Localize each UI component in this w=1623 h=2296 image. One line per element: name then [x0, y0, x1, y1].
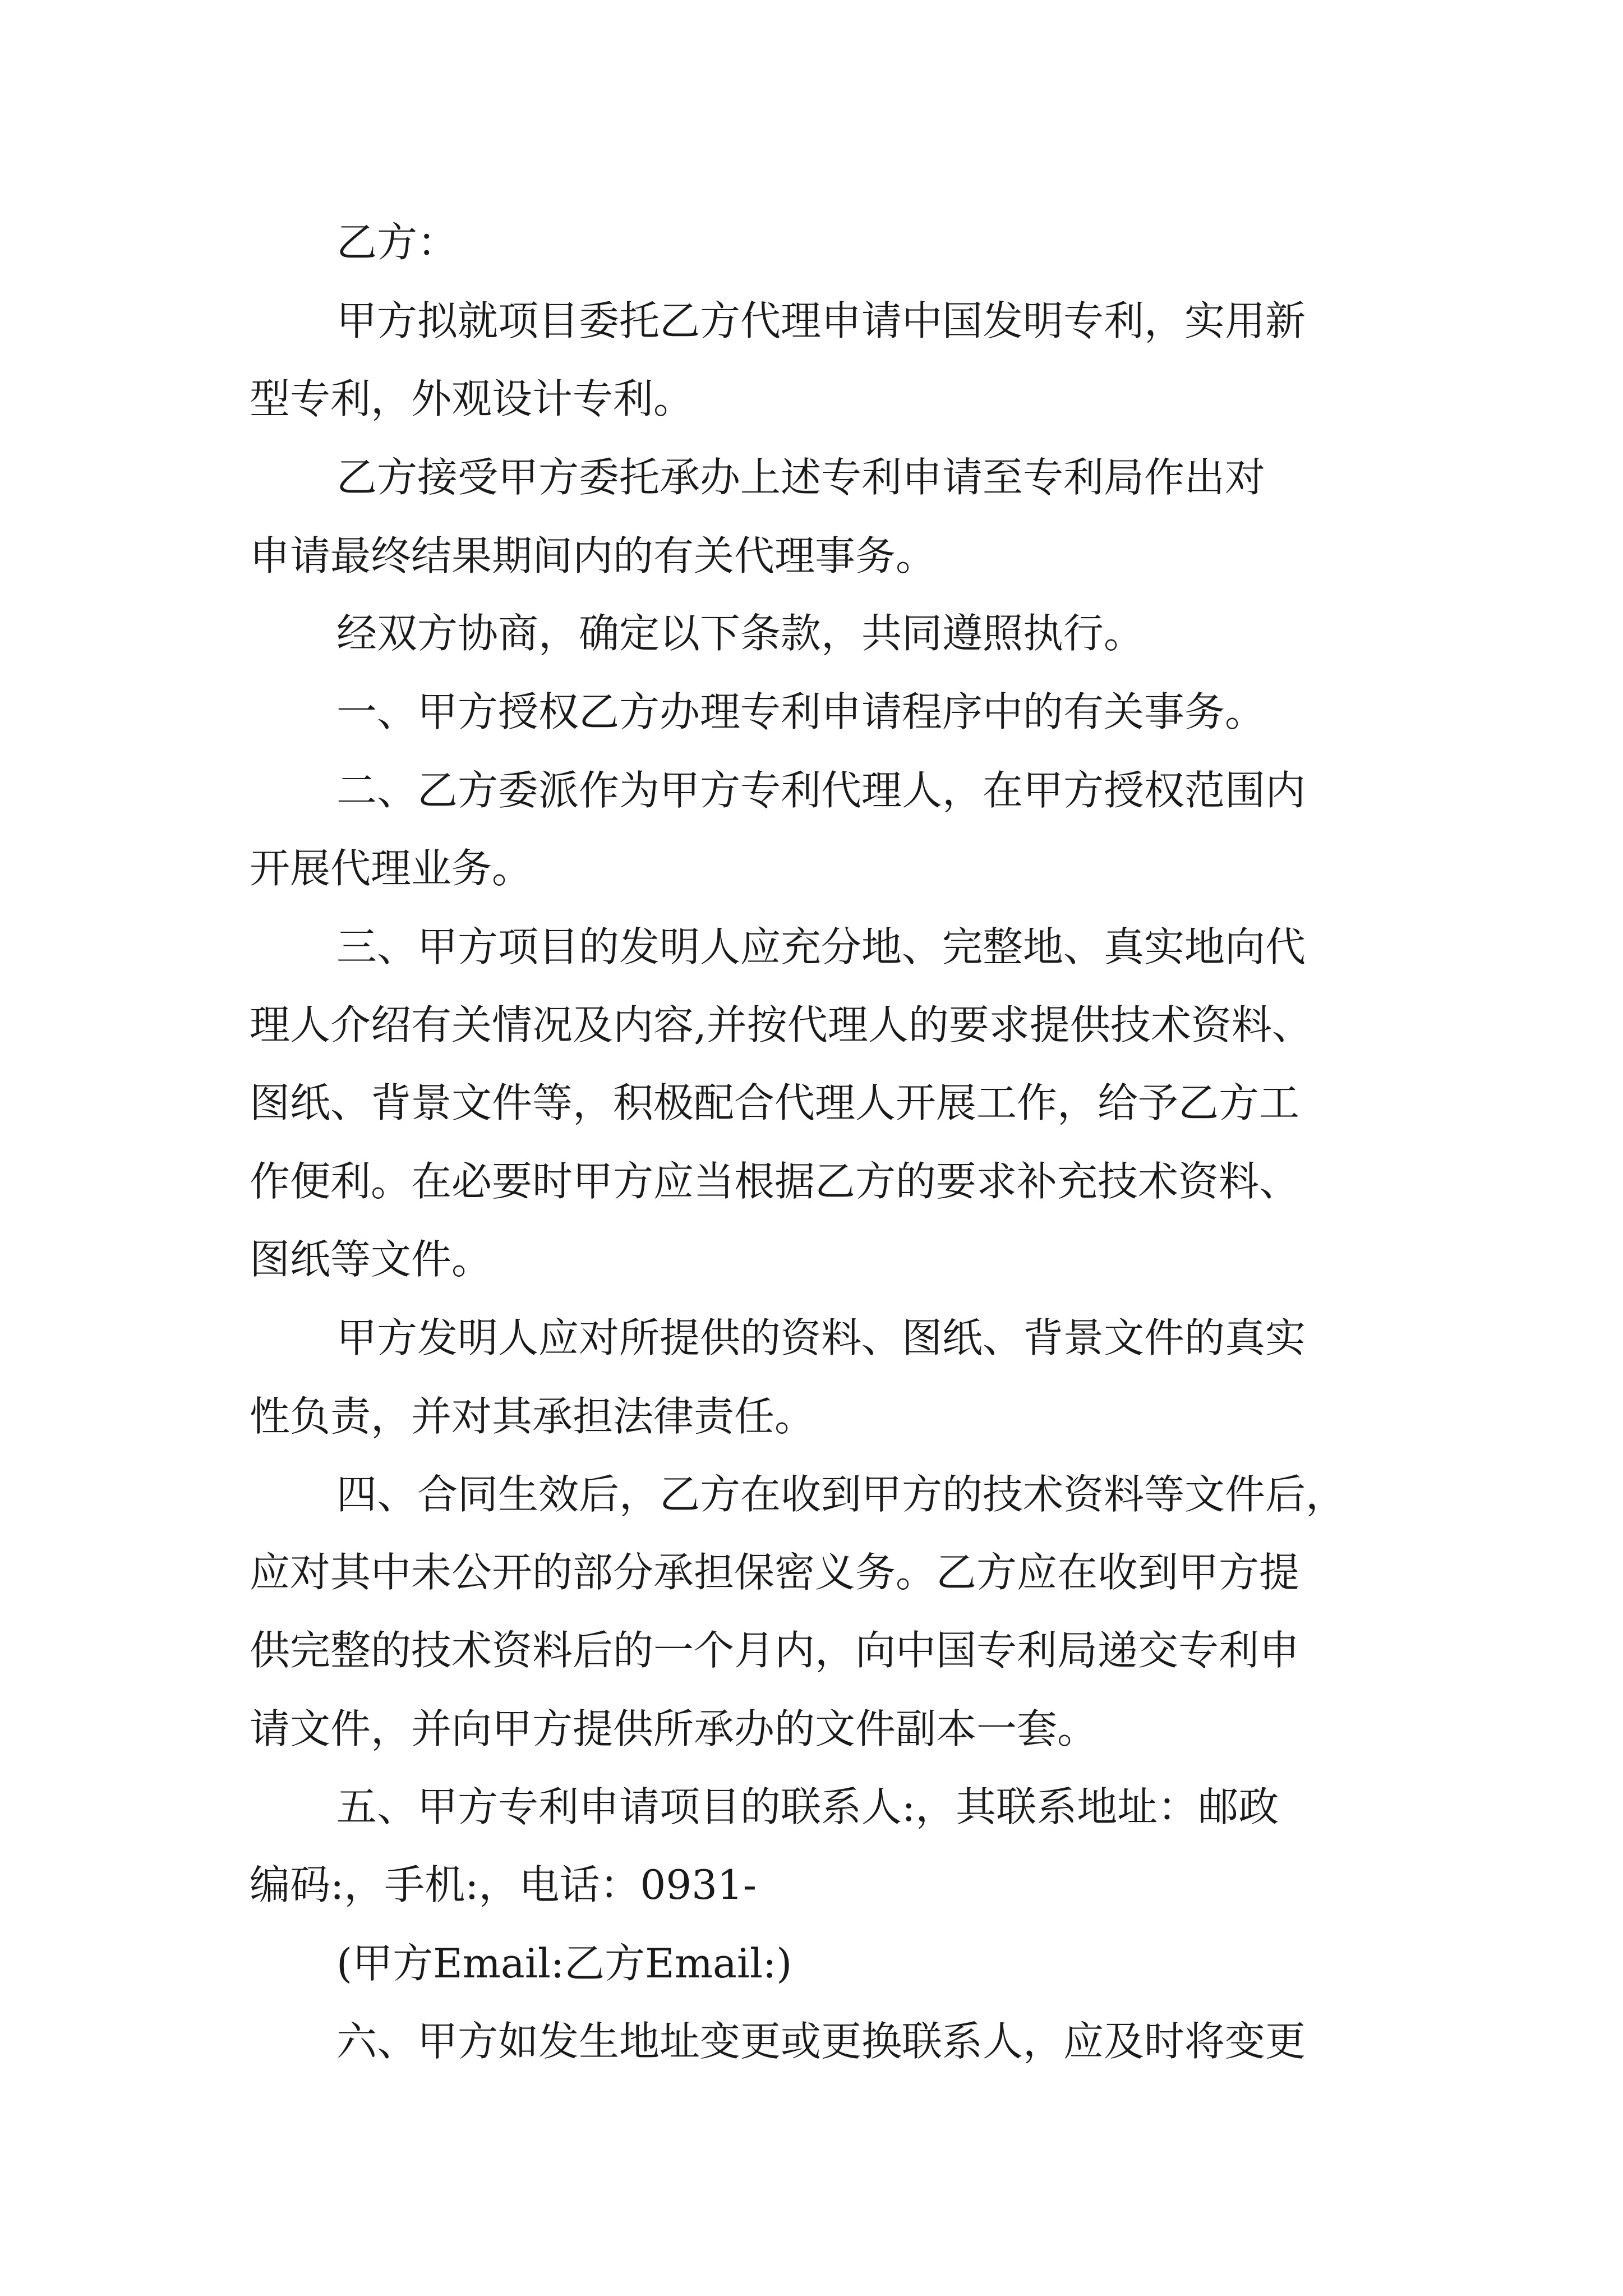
line-clause-2-1: 二、乙方委派作为甲方专利代理人，在甲方授权范围内 — [336, 767, 1306, 814]
line-clause-4-4: 请文件，并向甲方提供所承办的文件副本一套。 — [250, 1705, 1098, 1752]
line-clause-2-2: 开展代理业务。 — [250, 845, 533, 892]
line-intro-2: 型专利，外观设计专利。 — [250, 375, 694, 422]
line-inventor-1: 甲方发明人应对所提供的资料、图纸、背景文件的真实 — [336, 1314, 1306, 1361]
line-clause-3-3: 图纸、背景文件等，积极配合代理人开展工作，给予乙方工 — [250, 1079, 1300, 1126]
line-acceptance-2: 申请最终结果期间内的有关代理事务。 — [250, 532, 937, 579]
line-clause-4-3: 供完整的技术资料后的一个月内，向中国专利局递交专利申 — [250, 1627, 1300, 1674]
line-recipient: 乙方： — [336, 219, 458, 266]
line-agreement: 经双方协商，确定以下条款，共同遵照执行。 — [336, 610, 1145, 657]
line-clause-4-1: 四、合同生效后，乙方在收到甲方的技术资料等文件后， — [336, 1471, 1347, 1518]
line-inventor-2: 性负责，并对其承担法律责任。 — [250, 1393, 815, 1440]
line-clause-6-1: 六、甲方如发生地址变更或更换联系人，应及时将变更 — [336, 2018, 1306, 2065]
line-intro-1: 甲方拟就项目委托乙方代理申请中国发明专利，实用新 — [336, 297, 1306, 344]
line-clause-5-1: 五、甲方专利申请项目的联系人:，其联系地址：邮政 — [336, 1783, 1279, 1830]
line-clause-4-2: 应对其中未公开的部分承担保密义务。乙方应在收到甲方提 — [250, 1549, 1300, 1596]
line-clause-5-2: 编码:，手机:，电话：0931- — [250, 1861, 757, 1908]
line-clause-3-2: 理人介绍有关情况及内容,并按代理人的要求提供技术资料、 — [250, 1001, 1312, 1048]
line-clause-3-1: 三、甲方项目的发明人应充分地、完整地、真实地向代 — [336, 923, 1306, 970]
line-email: (甲方Email:乙方Email:) — [336, 1940, 792, 1987]
line-clause-3-4: 作便利。在必要时甲方应当根据乙方的要求补充技术资料、 — [250, 1158, 1300, 1205]
line-clause-1: 一、甲方授权乙方办理专利申请程序中的有关事务。 — [336, 688, 1266, 735]
line-clause-3-5: 图纸等文件。 — [250, 1236, 492, 1283]
line-acceptance-1: 乙方接受甲方委托承办上述专利申请至专利局作出对 — [336, 454, 1266, 501]
